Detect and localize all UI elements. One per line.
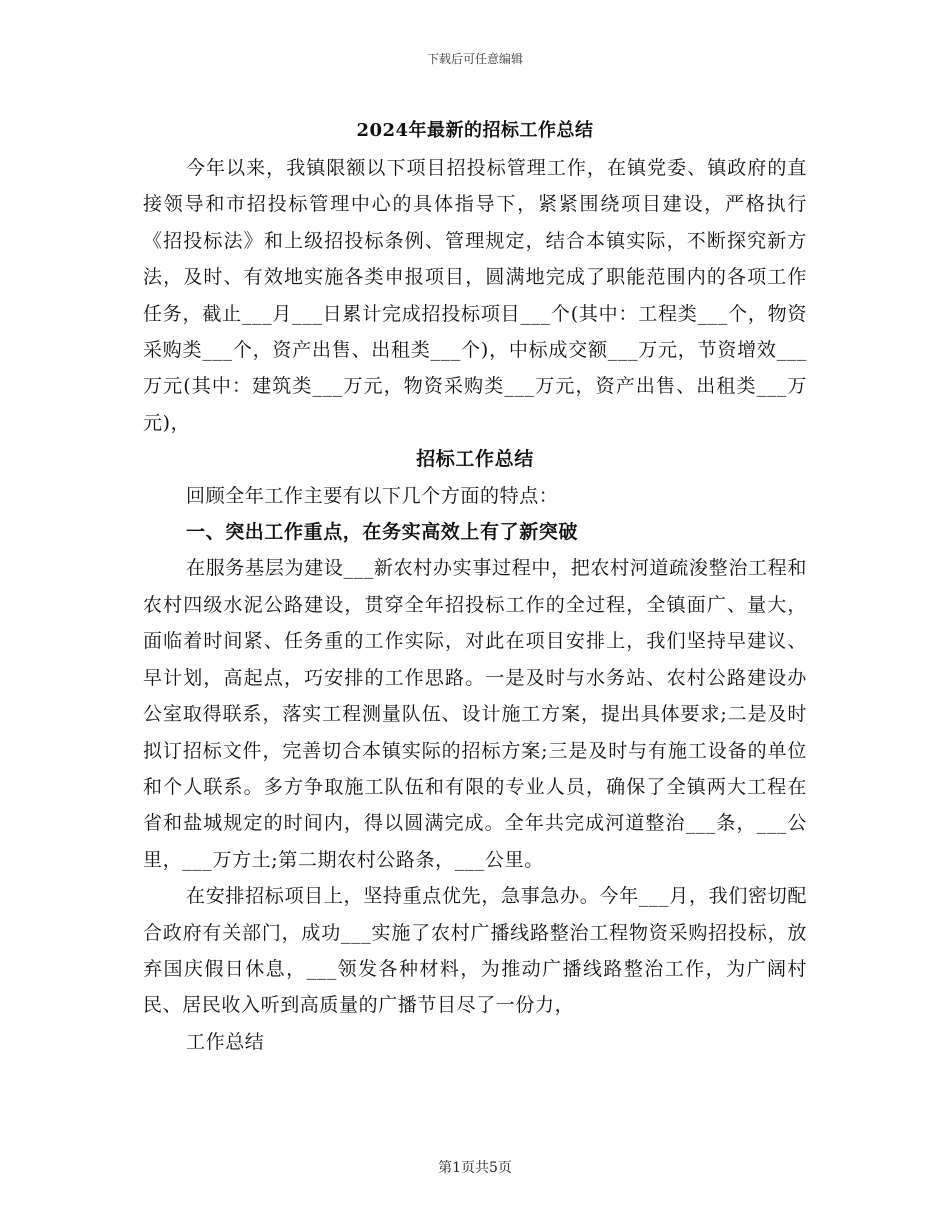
document-title: 2024年最新的招标工作总结	[356, 120, 594, 141]
section-subtitle: 招标工作总结	[416, 448, 534, 471]
section-heading-1: 一、突出工作重点，在务实高效上有了新突破	[186, 521, 579, 544]
section1-paragraph-2: 在安排招标项目上，坚持重点优先，急事急办。今年___月，我们密切配合政府有关部门，成功___实施了农村广播线路整治工程物资采购招投标，放弃国庆假日休息，___领发各种材料，为推动广播线路整治工作，为广阔村民、居民收入听到高质量的广播节目尽了一份力，	[143, 885, 807, 1017]
section1-paragraph-1: 在服务基层为建设___新农村办实事过程中，把农村河道疏浚整治工程和农村四级水泥公路建设，贯穿全年招投标工作的全过程，全镇面广、量大，面临着时间紧、任务重的工作实际，对此在项目安排上，我们坚持早建议、早计划，高起点，巧安排的工作思路。一是及时与水务站、农村公路建设办公室取得联系，落实工程测量队伍、设计施工方案，提出具体要求;二是及时拟订招标文件，完善切合本镇实际的招标方案;三是及时与有施工设备的单位和个人联系。多方争取施工队伍和有限的专业人员，确保了全镇两大工程在省和盐城规定的时间内，得以圆满完成。全年共完成河道整治___条，___公里，___万方土;第二期农村公路条，___公里。	[143, 557, 807, 871]
overview-paragraph: 回顾全年工作主要有以下几个方面的特点：	[186, 484, 559, 507]
document-body	[143, 150, 807, 1060]
page-header-note: 下载后可任意编辑	[426, 52, 523, 66]
page-number-footer: 第1页共5页	[438, 1160, 512, 1176]
intro-paragraph: 今年以来，我镇限额以下项目招投标管理工作，在镇党委、镇政府的直接领导和市招投标管理中心的具体指导下，紧紧围绕项目建设，严格执行《招投标法》和上级招投标条例、管理规定，结合本镇实际，不断探究新方法，及时、有效地实施各类申报项目，圆满地完成了职能范围内的各项工作任务，截止___月___日累计完成招投标项目___个(其中：工程类___个，物资采购类___个，资产出售、出租类___个)，中标成交额___万元，节资增效___万元(其中：建筑类___万元，物资采购类___万元，资产出售、出租类___万元)，	[143, 157, 807, 434]
closing-line: 工作总结	[186, 1030, 265, 1053]
